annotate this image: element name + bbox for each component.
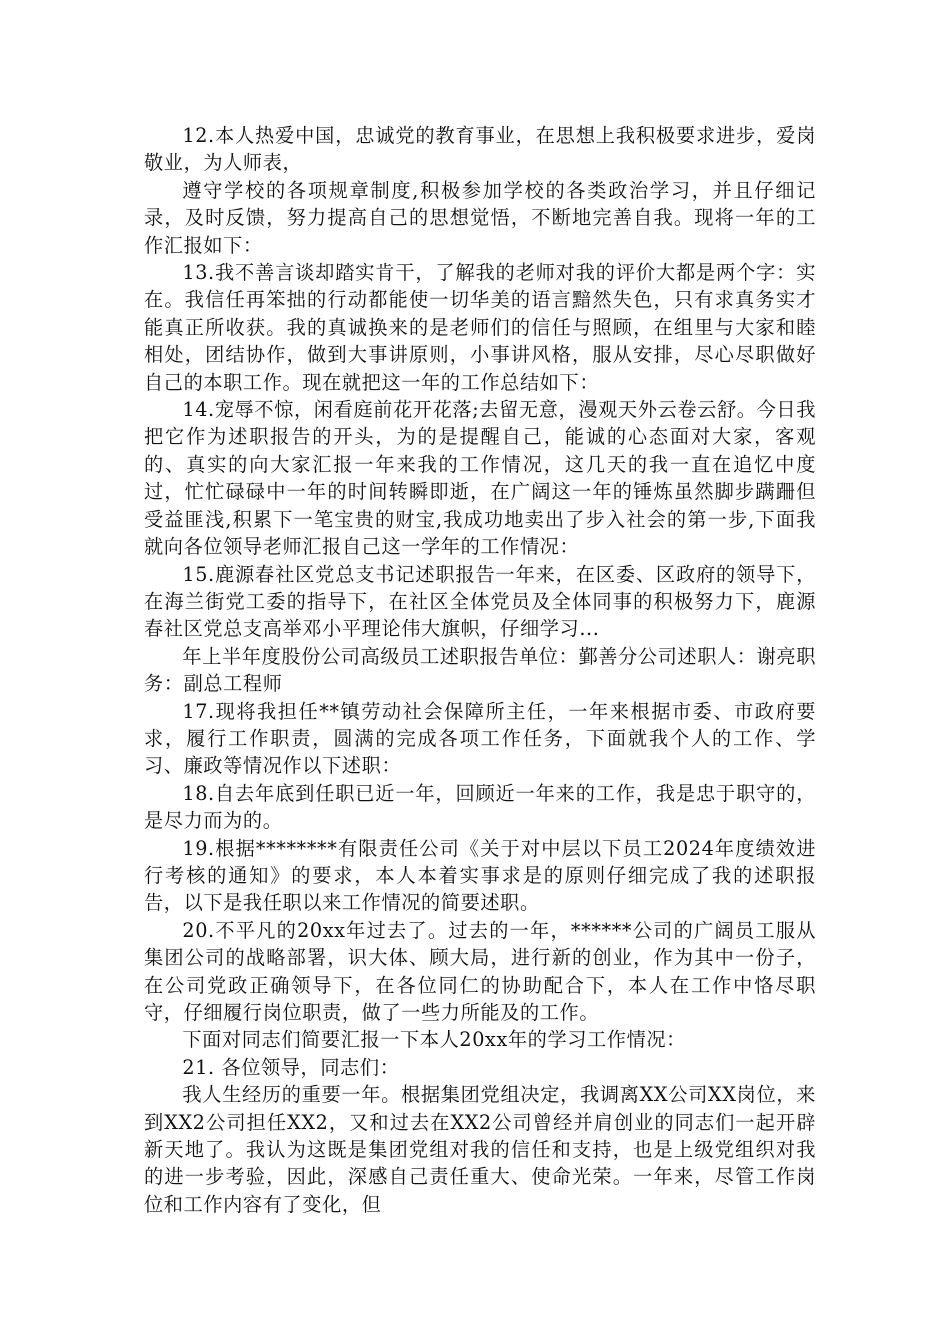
paragraph-13: 13.我不善言谈却踏实肯干，了解我的老师对我的评价大都是两个字：实在。我信任再笨拙的行动都能使一切华美的语言黯然失色，只有求真务实才能真正所收获。我的真诚换来的是老师们的信任与照顾，在组里与大家和睦相处，团结协作，做到大事讲原则，小事讲风格，服从安排，尽心尽职做好自己的本职工作。现在就把这一年的工作总结如下：	[144, 261, 816, 394]
document-body	[144, 122, 816, 1218]
paragraph-14: 14.宠辱不惊，闲看庭前花开花落;去留无意，漫观天外云卷云舒。今日我把它作为述职报告的开头，为的是提醒自己，能诚的心态面对大家，客观的、真实的向大家汇报一年来我的工作情况，这几天的我一直在追忆中度过，忙忙碌碌中一年的时间转瞬即逝，在广阔这一年的锤炼虽然脚步蹒跚但受益匪浅,积累下一笔宝贵的财宝,我成功地卖出了步入社会的第一步,下面我就向各位领导老师汇报自己这一学年的工作情况：	[144, 398, 816, 559]
paragraph-12: 12.本人热爱中国，忠诚党的教育事业，在思想上我积极要求进步，爱岗敬业，为人师表，	[144, 124, 816, 175]
paragraph-20-continued: 下面对同志们简要汇报一下本人20xx年的学习工作情况：	[182, 1028, 686, 1052]
paragraph-21-body: 我人生经历的重要一年。根据集团党组决定，我调离XX公司XX岗位，来到XX2公司担任XX2，又和过去在XX2公司曾经并肩创业的同志们一起开辟新天地了。我认为这既是集团党组对我的信任和支持，也是上级党组织对我的进一步考验，因此，深感自己责任重大、使命光荣。一年来，尽管工作岗位和工作内容有了变化，但	[144, 1083, 816, 1216]
paragraph-21-salutation: 21. 各位领导，同志们：	[182, 1055, 400, 1079]
paragraph-20: 20.不平凡的20xx年过去了。过去的一年，******公司的广阔员工服从集团公司的战略部署，识大体、顾大局，进行新的创业，作为其中一份子，在公司党政正确领导下，在各位同仁的协助配合下，本人在工作中恪尽职守，仔细履行岗位职责，做了一些力所能及的工作。	[144, 918, 816, 1024]
paragraph-15: 15.鹿源春社区党总支书记述职报告一年来，在区委、区政府的领导下，在海兰街党工委的指导下，在社区全体党员及全体同事的积极努力下，鹿源春社区党总支高举邓小平理论伟大旗帜，仔细学习...	[144, 562, 816, 641]
paragraph-17: 17.现将我担任**镇劳动社会保障所主任，一年来根据市委、市政府要求，履行工作职责，圆满的完成各项工作任务，下面就我个人的工作、学习、廉政等情况作以下述职：	[144, 699, 816, 778]
paragraph-16: 年上半年度股份公司高级员工述职报告单位：鄞善分公司述职人：谢亮职务：副总工程师	[144, 644, 816, 696]
paragraph-12-continued: 遵守学校的各项规章制度,积极参加学校的各类政治学习，并且仔细记录，及时反馈，努力提高自己的思想觉悟，不断地完善自我。现将一年的工作汇报如下：	[144, 178, 816, 257]
paragraph-18: 18.自去年底到任职已近一年，回顾近一年来的工作，我是忠于职守的，是尽力而为的。	[144, 781, 816, 833]
paragraph-19: 19.根据********有限责任公司《关于对中层以下员工2024年度绩效进行考核的通知》的要求，本人本着实事求是的原则仔细完成了我的述职报告，以下是我任职以来工作情况的简要述职。	[144, 836, 816, 915]
